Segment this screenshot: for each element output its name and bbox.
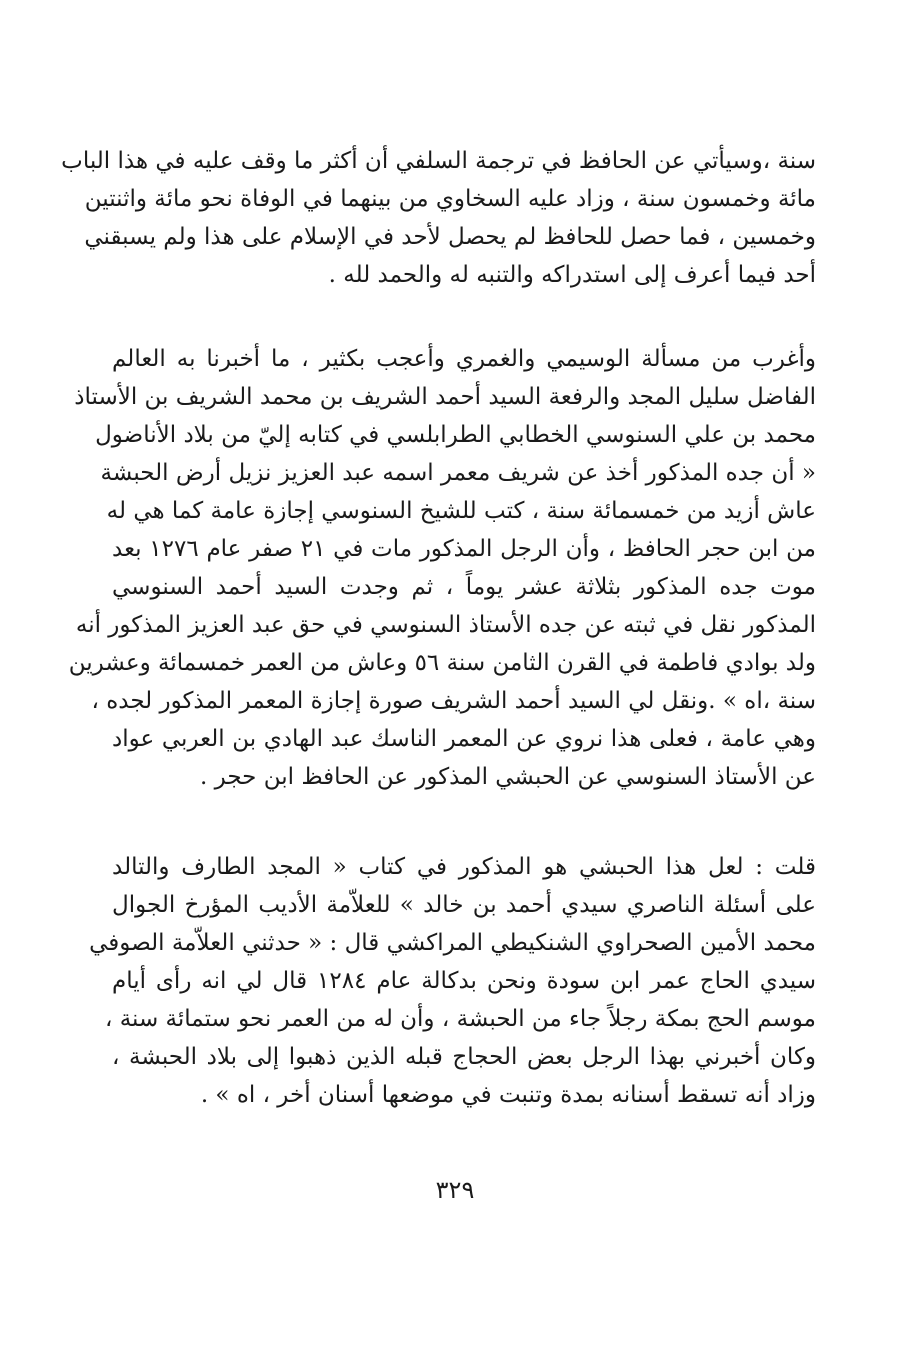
text-line: وأغرب من مسألة الوسيمي والغمري وأعجب بكثير ، ما أخبرنا به العالم (112, 346, 816, 372)
text-line: ولد بوادي فاطمة في القرن الثامن سنة ٥٦ وعاش من العمر خمسمائة وعشرين (68, 650, 816, 676)
text-line: مائة وخمسون سنة ، وزاد عليه السخاوي من بينهما في الوفاة نحو مائة واثنتين (84, 186, 816, 212)
text-line: الفاضل سليل المجد والرفعة السيد أحمد الشريف بن محمد الشريف بن الأستاذ (74, 384, 816, 410)
text-line: « أن جده المذكور أخذ عن شريف معمر اسمه عبد العزيز نزيل أرض الحبشة (100, 460, 816, 486)
text-line: وخمسين ، فما حصل للحافظ لم يحصل لأحد في الإسلام على هذا ولم يسبقني (84, 224, 816, 250)
text-line: سنة ،وسيأتي عن الحافظ في ترجمة السلفي أن أكثر ما وقف عليه في هذا الباب (61, 148, 816, 174)
text-line: محمد بن علي السنوسي الخطابي الطرابلسي في كتابه إليّ من بلاد الأناضول (95, 422, 816, 448)
text-line: موت جده المذكور بثلاثة عشر يوماً ، ثم وجدت السيد أحمد السنوسي (112, 574, 816, 600)
text-line: وهي عامة ، فعلى هذا نروي عن المعمر الناسك عبد الهادي بن العربي عواد (112, 726, 816, 752)
text-line: على أسئلة الناصري سيدي أحمد بن خالد » للعلاّمة الأديب المؤرخ الجوال (112, 892, 816, 918)
text-line: وكان أخبرني بهذا الرجل بعض الحجاج قبله الذين ذهبوا إلى بلاد الحبشة ، (112, 1044, 816, 1070)
text-line: سنة ،اه » .ونقل لي السيد أحمد الشريف صورة إجازة المعمر المذكور لجده ، (91, 688, 816, 714)
text-line: وزاد أنه تسقط أسنانه بمدة وتنبت في موضعها أسنان أخر ، اه » . (200, 1082, 816, 1108)
paragraph-2 (68, 340, 816, 796)
page-number: ٣٢٩ (435, 1176, 475, 1204)
text-line: موسم الحج بمكة رجلاً جاء من الحبشة ، وأن له من العمر نحو ستمائة سنة ، (104, 1006, 816, 1032)
text-line: عن الأستاذ السنوسي عن الحبشي المذكور عن الحافظ ابن حجر . (200, 764, 816, 790)
text-line: من ابن حجر الحافظ ، وأن الرجل المذكور مات في ٢١ صفر عام ١٢٧٦ بعد (112, 536, 816, 562)
text-line: قلت : لعل هذا الحبشي هو المذكور في كتاب « المجد الطارف والتالد (112, 854, 816, 880)
paragraph-3 (89, 848, 817, 1114)
text-line: عاش أزيد من خمسمائة سنة ، كتب للشيخ السنوسي إجازة عامة كما هي له (106, 498, 816, 524)
text-line: سيدي الحاج عمر ابن سودة ونحن بدكالة عام ١٢٨٤ قال لي انه رأى أيام (112, 968, 817, 994)
paragraph-1 (61, 142, 816, 294)
text-line: أحد فيما أعرف إلى استدراكه والتنبه له والحمد لله . (328, 262, 816, 288)
text-line: المذكور نقل في ثبته عن جده الأستاذ السنوسي في حق عبد العزيز المذكور أنه (75, 612, 816, 638)
text-line: محمد الأمين الصحراوي الشنكيطي المراكشي قال : « حدثني العلاّمة الصوفي (89, 930, 816, 956)
